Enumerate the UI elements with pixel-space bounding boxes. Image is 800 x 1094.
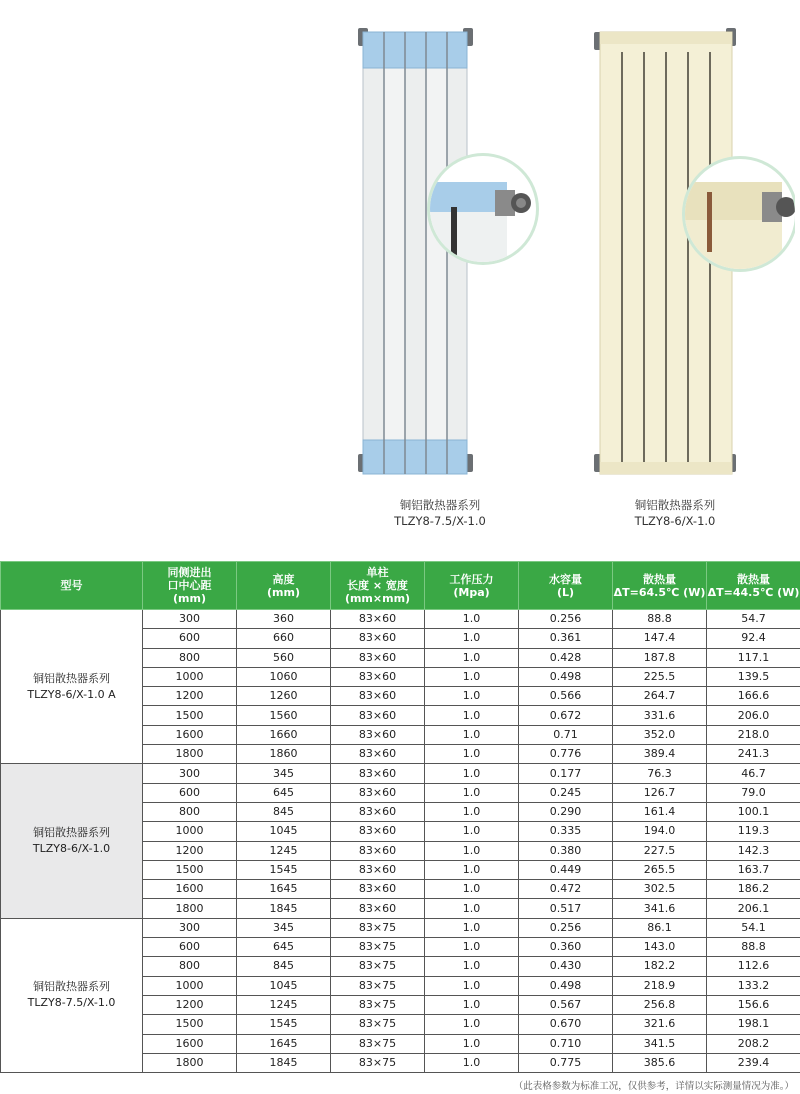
heat-645-cell: 86.1 [613, 918, 707, 937]
pressure-cell: 1.0 [425, 860, 519, 879]
center-distance-cell: 1200 [143, 687, 237, 706]
pressure-cell: 1.0 [425, 995, 519, 1014]
header-line: 高度 [272, 572, 295, 586]
center-distance-cell: 1500 [143, 706, 237, 725]
heat-645-cell: 76.3 [613, 764, 707, 783]
column-size-cell: 83×75 [331, 918, 425, 937]
header-height [237, 562, 331, 610]
table-row [1, 610, 800, 629]
heat-645-cell: 302.5 [613, 880, 707, 899]
model-name-cell [1, 764, 143, 918]
column-size-cell: 83×60 [331, 687, 425, 706]
water-capacity-cell: 0.517 [519, 899, 613, 918]
radiator-image-cream [590, 22, 795, 482]
water-capacity-cell: 0.498 [519, 976, 613, 995]
header-line: ΔT=44.5℃ (W) [707, 585, 800, 599]
center-distance-cell: 1000 [143, 822, 237, 841]
height-cell: 345 [237, 764, 331, 783]
model-name-line: 铜铝散热器系列 [33, 980, 110, 994]
model-name-cell [1, 918, 143, 1072]
header-line: ΔT=64.5℃ (W) [613, 585, 706, 599]
header-line: 水容量 [549, 572, 582, 586]
heat-445-cell: 88.8 [707, 938, 800, 957]
pressure-cell: 1.0 [425, 802, 519, 821]
heat-645-cell: 194.0 [613, 822, 707, 841]
heat-645-cell: 352.0 [613, 725, 707, 744]
water-capacity-cell: 0.245 [519, 783, 613, 802]
caption-line1: 铜铝散热器系列 [399, 498, 481, 512]
water-capacity-cell: 0.775 [519, 1053, 613, 1072]
model-name-line: 铜铝散热器系列 [33, 671, 110, 685]
height-cell: 1245 [237, 841, 331, 860]
center-distance-cell: 1200 [143, 841, 237, 860]
column-size-cell: 83×75 [331, 1015, 425, 1034]
center-distance-cell: 300 [143, 610, 237, 629]
pressure-cell: 1.0 [425, 725, 519, 744]
height-cell: 1545 [237, 860, 331, 879]
column-size-cell: 83×75 [331, 995, 425, 1014]
height-cell: 1245 [237, 995, 331, 1014]
product-caption-cream [575, 497, 775, 529]
column-size-cell: 83×60 [331, 802, 425, 821]
column-size-cell: 83×60 [331, 629, 425, 648]
water-capacity-cell: 0.360 [519, 938, 613, 957]
heat-645-cell: 225.5 [613, 667, 707, 686]
heat-445-cell: 218.0 [707, 725, 800, 744]
heat-645-cell: 147.4 [613, 629, 707, 648]
pressure-cell: 1.0 [425, 841, 519, 860]
heat-445-cell: 206.1 [707, 899, 800, 918]
pressure-cell: 1.0 [425, 957, 519, 976]
center-distance-cell: 1600 [143, 880, 237, 899]
header-line: 同侧进出 [167, 566, 212, 579]
caption-line2: TLZY8-6/X-1.0 [634, 514, 716, 528]
heat-645-cell: 385.6 [613, 1053, 707, 1072]
header-line: (Mpa) [453, 585, 490, 599]
water-capacity-cell: 0.472 [519, 880, 613, 899]
center-distance-cell: 1600 [143, 1034, 237, 1053]
center-distance-cell: 1500 [143, 860, 237, 879]
center-distance-cell: 300 [143, 918, 237, 937]
heat-445-cell: 133.2 [707, 976, 800, 995]
heat-445-cell: 112.6 [707, 957, 800, 976]
model-group [1, 764, 800, 918]
water-capacity-cell: 0.776 [519, 745, 613, 764]
header-pressure [425, 562, 519, 610]
column-size-cell: 83×60 [331, 648, 425, 667]
heat-645-cell: 161.4 [613, 802, 707, 821]
heat-645-cell: 143.0 [613, 938, 707, 957]
header-line: 单柱 [366, 566, 389, 579]
height-cell: 1660 [237, 725, 331, 744]
model-name-line: TLZY8-6/X-1.0 A [27, 687, 116, 701]
header-line: (mm×mm) [344, 592, 411, 605]
heat-645-cell: 341.6 [613, 899, 707, 918]
pressure-cell: 1.0 [425, 1053, 519, 1072]
column-size-cell: 83×60 [331, 841, 425, 860]
column-size-cell: 83×60 [331, 860, 425, 879]
heat-445-cell: 241.3 [707, 745, 800, 764]
water-capacity-cell: 0.567 [519, 995, 613, 1014]
header-line: 口中心距 [167, 579, 212, 592]
height-cell: 1560 [237, 706, 331, 725]
height-cell: 1045 [237, 976, 331, 995]
pressure-cell: 1.0 [425, 938, 519, 957]
header-line: 散热量 [643, 572, 676, 586]
heat-445-cell: 186.2 [707, 880, 800, 899]
heat-445-cell: 163.7 [707, 860, 800, 879]
height-cell: 360 [237, 610, 331, 629]
water-capacity-cell: 0.335 [519, 822, 613, 841]
heat-445-cell: 139.5 [707, 667, 800, 686]
heat-445-cell: 156.6 [707, 995, 800, 1014]
heat-645-cell: 256.8 [613, 995, 707, 1014]
height-cell: 1845 [237, 899, 331, 918]
table-header-row [1, 562, 800, 610]
height-cell: 845 [237, 957, 331, 976]
heat-445-cell: 117.1 [707, 648, 800, 667]
center-distance-cell: 1000 [143, 667, 237, 686]
header-line: 散热量 [737, 572, 770, 586]
model-group [1, 610, 800, 764]
heat-445-cell: 198.1 [707, 1015, 800, 1034]
column-size-cell: 83×60 [331, 706, 425, 725]
column-size-cell: 83×60 [331, 899, 425, 918]
water-capacity-cell: 0.566 [519, 687, 613, 706]
height-cell: 1645 [237, 880, 331, 899]
pressure-cell: 1.0 [425, 687, 519, 706]
header-column-size [331, 562, 425, 610]
column-size-cell: 83×60 [331, 667, 425, 686]
heat-445-cell: 92.4 [707, 629, 800, 648]
pressure-cell: 1.0 [425, 899, 519, 918]
water-capacity-cell: 0.71 [519, 725, 613, 744]
heat-645-cell: 218.9 [613, 976, 707, 995]
pressure-cell: 1.0 [425, 667, 519, 686]
height-cell: 845 [237, 802, 331, 821]
center-distance-cell: 600 [143, 938, 237, 957]
heat-445-cell: 206.0 [707, 706, 800, 725]
product-caption-blue [340, 497, 540, 529]
spec-table [0, 561, 800, 1073]
pressure-cell: 1.0 [425, 1015, 519, 1034]
heat-645-cell: 321.6 [613, 1015, 707, 1034]
center-distance-cell: 1200 [143, 995, 237, 1014]
height-cell: 1545 [237, 1015, 331, 1034]
model-name-line: TLZY8-7.5/X-1.0 [27, 996, 116, 1010]
heat-445-cell: 119.3 [707, 822, 800, 841]
water-capacity-cell: 0.290 [519, 802, 613, 821]
column-size-cell: 83×75 [331, 938, 425, 957]
center-distance-cell: 1800 [143, 899, 237, 918]
center-distance-cell: 1600 [143, 725, 237, 744]
pressure-cell: 1.0 [425, 976, 519, 995]
header-heat-645 [613, 562, 707, 610]
radiator-image-blue [355, 22, 550, 482]
height-cell: 660 [237, 629, 331, 648]
heat-645-cell: 331.6 [613, 706, 707, 725]
pressure-cell: 1.0 [425, 629, 519, 648]
center-distance-cell: 1800 [143, 745, 237, 764]
pressure-cell: 1.0 [425, 1034, 519, 1053]
heat-645-cell: 341.5 [613, 1034, 707, 1053]
water-capacity-cell: 0.710 [519, 1034, 613, 1053]
height-cell: 1845 [237, 1053, 331, 1072]
pressure-cell: 1.0 [425, 822, 519, 841]
table-footnote: （此表格参数为标准工况，仅供参考，详情以实际测量情况为准。） [513, 1081, 794, 1092]
column-size-cell: 83×60 [331, 745, 425, 764]
header-heat-445 [707, 562, 800, 610]
pressure-cell: 1.0 [425, 764, 519, 783]
caption-line1: 铜铝散热器系列 [634, 498, 716, 512]
model-name-line: TLZY8-6/X-1.0 [32, 842, 111, 856]
column-size-cell: 83×60 [331, 822, 425, 841]
water-capacity-cell: 0.430 [519, 957, 613, 976]
pressure-cell: 1.0 [425, 745, 519, 764]
header-line: (L) [556, 585, 575, 599]
water-capacity-cell: 0.449 [519, 860, 613, 879]
center-distance-cell: 1000 [143, 976, 237, 995]
model-name-line: 铜铝散热器系列 [33, 826, 110, 840]
water-capacity-cell: 0.361 [519, 629, 613, 648]
column-size-cell: 83×60 [331, 764, 425, 783]
model-name-cell [1, 610, 143, 764]
water-capacity-cell: 0.380 [519, 841, 613, 860]
column-size-cell: 83×60 [331, 725, 425, 744]
center-distance-cell: 1500 [143, 1015, 237, 1034]
center-distance-cell: 600 [143, 629, 237, 648]
heat-645-cell: 88.8 [613, 610, 707, 629]
pressure-cell: 1.0 [425, 918, 519, 937]
column-size-cell: 83×75 [331, 976, 425, 995]
table-row [1, 918, 800, 937]
heat-645-cell: 389.4 [613, 745, 707, 764]
heat-445-cell: 100.1 [707, 802, 800, 821]
header-line: 工作压力 [449, 572, 494, 586]
heat-445-cell: 208.2 [707, 1034, 800, 1053]
center-distance-cell: 300 [143, 764, 237, 783]
header-model [1, 562, 143, 610]
height-cell: 560 [237, 648, 331, 667]
heat-445-cell: 54.7 [707, 610, 800, 629]
center-distance-cell: 1800 [143, 1053, 237, 1072]
heat-645-cell: 265.5 [613, 860, 707, 879]
pressure-cell: 1.0 [425, 706, 519, 725]
model-group [1, 918, 800, 1072]
height-cell: 1260 [237, 687, 331, 706]
table-row [1, 764, 800, 783]
header-line: 长度 × 宽度 [347, 579, 408, 592]
height-cell: 345 [237, 918, 331, 937]
heat-445-cell: 54.1 [707, 918, 800, 937]
water-capacity-cell: 0.672 [519, 706, 613, 725]
column-size-cell: 83×75 [331, 957, 425, 976]
header-water-capacity [519, 562, 613, 610]
pressure-cell: 1.0 [425, 610, 519, 629]
water-capacity-cell: 0.498 [519, 667, 613, 686]
column-size-cell: 83×60 [331, 880, 425, 899]
column-size-cell: 83×75 [331, 1034, 425, 1053]
height-cell: 1045 [237, 822, 331, 841]
water-capacity-cell: 0.670 [519, 1015, 613, 1034]
height-cell: 1060 [237, 667, 331, 686]
center-distance-cell: 800 [143, 957, 237, 976]
water-capacity-cell: 0.177 [519, 764, 613, 783]
header-line: 型号 [60, 579, 83, 592]
heat-645-cell: 187.8 [613, 648, 707, 667]
header-center-distance [143, 562, 237, 610]
water-capacity-cell: 0.256 [519, 918, 613, 937]
center-distance-cell: 600 [143, 783, 237, 802]
header-line: (mm) [267, 585, 300, 599]
caption-line2: TLZY8-7.5/X-1.0 [394, 514, 486, 528]
water-capacity-cell: 0.256 [519, 610, 613, 629]
heat-445-cell: 46.7 [707, 764, 800, 783]
heat-645-cell: 227.5 [613, 841, 707, 860]
heat-445-cell: 239.4 [707, 1053, 800, 1072]
height-cell: 645 [237, 783, 331, 802]
center-distance-cell: 800 [143, 648, 237, 667]
pressure-cell: 1.0 [425, 880, 519, 899]
column-size-cell: 83×60 [331, 610, 425, 629]
center-distance-cell: 800 [143, 802, 237, 821]
heat-445-cell: 166.6 [707, 687, 800, 706]
water-capacity-cell: 0.428 [519, 648, 613, 667]
heat-445-cell: 79.0 [707, 783, 800, 802]
column-size-cell: 83×60 [331, 783, 425, 802]
height-cell: 645 [237, 938, 331, 957]
heat-445-cell: 142.3 [707, 841, 800, 860]
header-line: (mm) [173, 592, 206, 605]
heat-645-cell: 182.2 [613, 957, 707, 976]
height-cell: 1645 [237, 1034, 331, 1053]
heat-645-cell: 264.7 [613, 687, 707, 706]
heat-645-cell: 126.7 [613, 783, 707, 802]
column-size-cell: 83×75 [331, 1053, 425, 1072]
pressure-cell: 1.0 [425, 648, 519, 667]
height-cell: 1860 [237, 745, 331, 764]
pressure-cell: 1.0 [425, 783, 519, 802]
